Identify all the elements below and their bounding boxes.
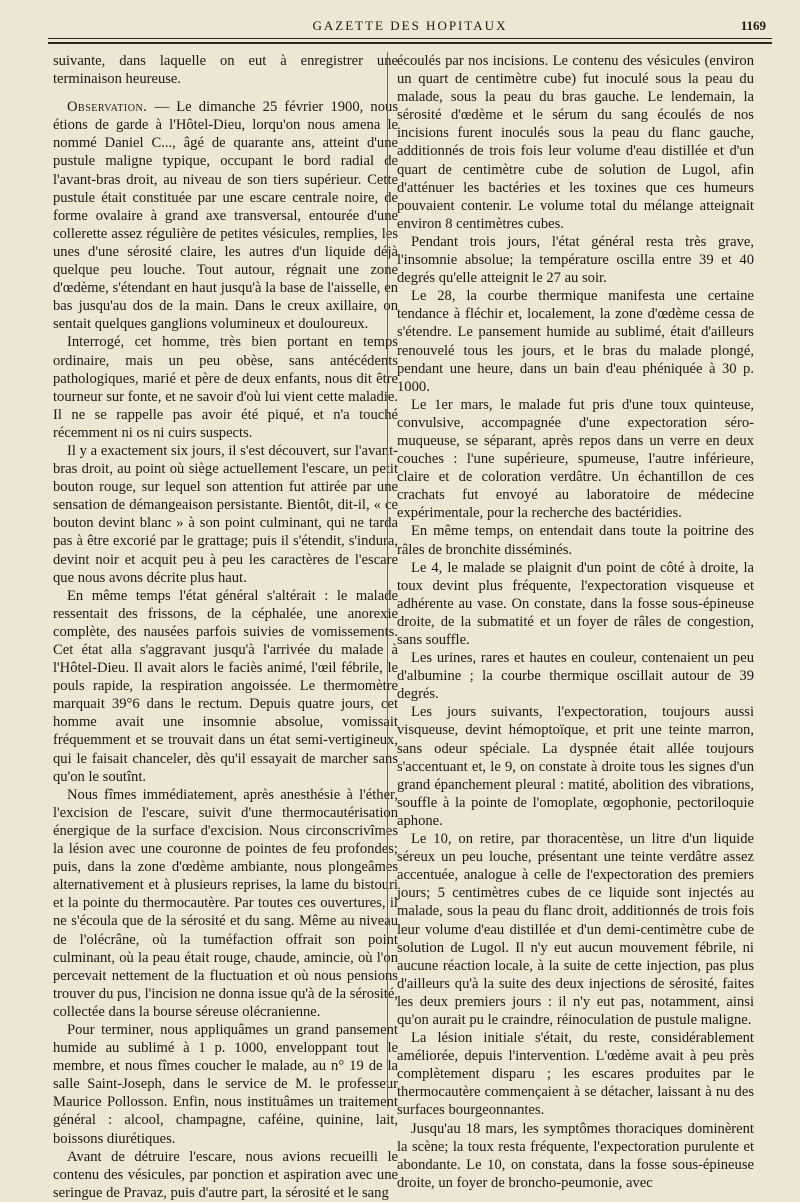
paragraph: écoulés par nos incisions. Le contenu des vésicules (environ un quart de centimètre cube) fut inoculé sous la peau du malade, sous la peau du bras gauche. Le lendemain, la sérosité d'œdème et le sérum du sang écoulés de nos incisions furent inoculés sous la peau du flanc gauche, additionnés de trois fois leur volume d'eau distillée et d'un quart de centimètre cube de solution de Lugol, afin d'atténuer les bactéries et les toxines que ces humeurs pouvaient contenir. Le volume total du mélange atteignait environ 8 centimètres cubes. — [397, 53, 754, 232]
paragraph: Le 10, on retire, par thoracentèse, un litre d'un liquide séreux un peu louche, présentant une teinte verdâtre assez accentuée, analogue à celle de l'expectoration des premiers jours; 5 centimètres cubes de ce liquide sont injectés au malade, sous la peau du flanc droit, additionnés de trois fois leur volume d'eau distillée et d'un demi-centimètre cube de solution de Lugol. Il n'y eut aucun mouvement fébrile, ni aucune réaction locale, à la suite de cette injection, pas plus d'ailleurs qu'à la suite des deux injections de sérosité, faites les deux premiers jours : il n'y eut pas, notamment, ainsi qu'on aurait pu le craindre, réinoculation de pustule maligne. — [397, 831, 754, 1028]
paragraph: Pendant trois jours, l'état général resta très grave, l'insomnie absolue; la température oscilla entre 39 et 40 degrés qu'elle atteignit le 27 au soir. — [397, 233, 754, 287]
paragraph-text: — Le dimanche 25 février 1900, nous étions de garde à l'Hôtel-Dieu, lorqu'on nous amena le nommé Daniel C..., âgé de quarante ans, atteint d'une pustule maligne typique, occupant le bord radial de l'avant-bras droit, au niveau de son tiers supérieur. Cette pustule était constituée par une escare centrale noire, de forme ovalaire à grand axe transversal, entourée d'une collerette assez régulière de petites vésicules, remplies, les unes d'une sérosité claire, les autres d'un liquide déjà quelque peu louche. Tout autour, régnait une zone d'œdème, s'étendant en haut jusqu'à la base de l'aisselle, en bas jusqu'au dos de la main. Dans le creux axillaire, on sentait quelques ganglions volumineux et douloureux. — [53, 99, 398, 333]
paragraph: Il y a exactement six jours, il s'est découvert, sur l'avant-bras droit, au point où siège actuellement l'escare, un petit bouton rouge, sur lequel son attention fut attirée par une sensation de démangeaison persistante. Bientôt, dit-il, « ce bouton devint blanc » à son point culminant, qui ne tarda pas à être excorié par le grattage; puis il s'étendit, s'indura, devint noir et acquit peu à peu les caractères de l'escare que nous avons décrite plus haut. — [53, 442, 398, 586]
page-number: 1169 — [740, 18, 766, 33]
paragraph: suivante, dans laquelle on eut à enregistrer une terminaison heureuse. — [53, 53, 398, 88]
header-rule — [48, 38, 772, 44]
paragraph: Interrogé, cet homme, très bien portant en temps ordinaire, mais un peu obèse, sans antécédents pathologiques, marié et père de deux enfants, nous dit être tourneur sur fonte, et ne savoir d'où lui vient cette maladie. Il ne se rappelle pas avoir été piqué, et n'a touché récemment ni os ni cuirs suspects. — [53, 334, 398, 441]
running-head: GAZETTE DES HOPITAUX — [312, 18, 508, 33]
left-column — [53, 52, 398, 1202]
paragraph: Les jours suivants, l'expectoration, toujours aussi visqueuse, devint hémoptoïque, et prit une teinte marron, sans odeur spéciale. La dyspnée était allée toujours s'accentuant et, le 9, on constate à droite tous les signes d'un grand épanchement pleural : matité, abolition des vibrations, souffle à la pointe de l'omoplate, œgophonie, pectoriloquie aphone. — [397, 704, 754, 829]
paragraph: Le 1er mars, le malade fut pris d'une toux quinteuse, convulsive, accompagnée d'une expectoration séro-muqueuse, se séparant, après repos dans un verre en deux couches : l'une supérieure, spumeuse, l'autre inférieure, claire et de coloration verdâtre. Un échantillon de ces crachats fut envoyé au laboratoire de médecine expérimentale, pour la recherche des bactéridies. — [397, 396, 754, 522]
observation-label: Observation. — [67, 99, 148, 116]
paragraph: Jusqu'au 18 mars, les symptômes thoraciques dominèrent la scène; la toux resta fréquente, l'expectoration purulente et abondante. Le 10, on constata, dans la fosse sous-épineuse droite, un foyer de broncho-peumonie, avec — [397, 1120, 754, 1191]
paragraph: Nous fîmes immédiatement, après anesthésie à l'éther, l'excision de l'escare, suivit d'une thermocautérisation énergique de la surface d'excision. Nous circonscrivîmes la lésion avec une couronne de pointes de feu profondes; puis, dans la zone d'œdème ambiante, nous plongeâmes alternativement et à plusieurs reprises, la lame du bistouri et la pointe du thermocautère. Par toutes ces ouvertures, il ne s'écoula que de la sérosité et du sang. Même au niveau de l'olécrâne, où la tuméfaction offrait son point culminant, où la peau était rouge, chaude, amincie, où l'on percevait nettement de la fluctuation et où nous pensions trouver du pus, l'incision ne donna issue qu'à de la sérosité, collectée dans la bourse séreuse olécranienne. — [53, 786, 398, 1020]
paragraph: Les urines, rares et hautes en couleur, contenaient un peu d'albumine ; la courbe thermique oscillait autour de 39 degrés. — [397, 650, 754, 703]
right-column — [397, 52, 754, 1192]
paragraph: Le 28, la courbe thermique manifesta une certaine tendance à fléchir et, localement, la zone d'œdème cessa de s'étendre. Le pansement humide au sublimé, était d'ailleurs renouvelé tous les jours, et le bras du malade plongé, pendant une heure, dans un bain d'eau phéniquée à 30 p. 1000. — [397, 288, 754, 395]
paragraph: En même temps, on entendait dans toute la poitrine des râles de bronchite disséminés. — [397, 523, 754, 558]
paragraph: La lésion initiale s'était, du reste, considérablement améliorée, depuis l'intervention. L'œdème avait à peu près complètement disparu ; les escares produites par le thermocautère commençaient à se détacher, laissant à nu des surfaces bourgeonnantes. — [397, 1030, 754, 1119]
paragraph: Avant de détruire l'escare, nous avions recueilli le contenu des vésicules, par ponction et aspiration avec une seringue de Pravaz, puis d'autre part, la sérosité et le sang — [53, 1148, 398, 1201]
paragraph: En même temps l'état général s'altérait : le malade ressentait des frissons, de la céphalée, une anorexie complète, des nausées parfois suivies de vomissements. Cet état alla s'aggravant jusqu'à l'arrivée du malade à l'Hôtel-Dieu. Il avait alors le faciès animé, l'œil fébrile, le pouls rapide, la respiration angoissée. Le thermomètre marquait 39°6 dans le rectum. Depuis quatre jours, cet homme avait une insomnie absolue, vomissait fréquemment et se trouvait dans un état semi-vertigineux, qui le faisait chanceler, dès qu'il essayait de marcher sans qu'on le soutînt. — [53, 587, 398, 785]
paragraph: Le 4, le malade se plaignit d'un point de côté à droite, la toux devint plus fréquente, l'expectoration visqueuse et adhérente au vase. On constate, dans la fosse sous-épineuse droite, de la submatité et un foyer de râles de congestion, sans souffle. — [397, 559, 754, 648]
observation-paragraph — [53, 98, 398, 333]
paragraph: Pour terminer, nous appliquâmes un grand pansement humide au sublimé à 1 p. 1000, enveloppant tout le membre, et nous fîmes coucher le malade, au n° 19 de la salle Saint-Joseph, dans le service de M. le professeur Maurice Pollosson. Enfin, nous instituâmes un traitement général : alcool, champagne, caféine, quinine, lait, boissons diurétiques. — [53, 1021, 398, 1147]
page-header — [48, 14, 772, 38]
column-divider — [387, 52, 388, 1108]
